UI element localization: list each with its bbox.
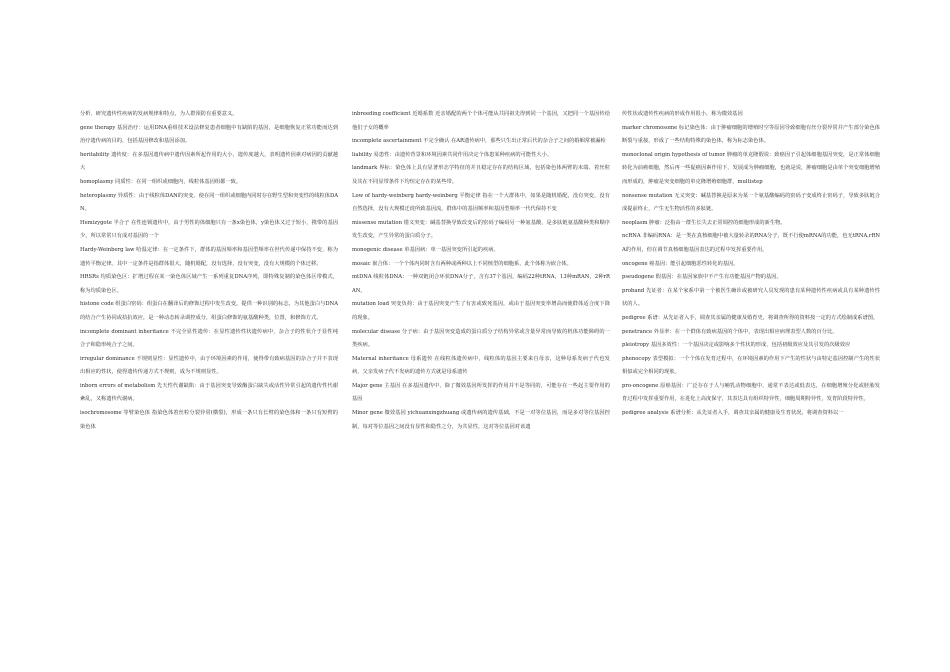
text-column-left [80, 108, 338, 434]
glossary-entry: mtDNA 线粒体DNA：一种双链闭合环状DNA分子，含有37个基因，编码22种tRNA，13种mRAN，2种rRAN。 [352, 274, 610, 294]
glossary-entry: oncogene 癌基因：能引起细胞恶性转化的基因。 [622, 260, 739, 267]
glossary-entry: phenocopy 表型模拟：一个个体在发育过程中，在环境因素的作用下产生的性状与由特定基因控制产生的性状相似或完全相同的现象。 [622, 355, 880, 376]
glossary-entry: HRSRs 均质染色区：扩增过程在某一染色体区域产生一系列重复DNA序列，即特殊复制的染色体区带模式，称为均质染色区。 [80, 274, 338, 294]
glossary-entry: incomplete ascertainment 不完全确认 在AR遗传病中，那些只生出正常后代的杂合子之间的婚姻常被漏检 [352, 138, 606, 145]
glossary-entry: pleiotropy 基因多效性：一个基因决定或影响多个性状的形成，包括初级效应及其引发的次级效应 [622, 342, 851, 349]
glossary-entry: neoplasm 肿瘤：泛指由一群生长失去正常调控的细胞形成的新生物。 [622, 219, 786, 226]
glossary-entry: Maternal inheritance 母系遗传 在线粒体遗传病中，线粒体的基因主要来自母亲，这种母系发病子代也发病，父亲发病子代不发病的遗传方式就是母系遗传 [352, 355, 610, 376]
glossary-entry: histone code 组蛋白密码：组蛋白在翻译后的修饰过程中发生改变，提供一种识别的标志，为其他蛋白与DNA的结合产生协同或拮抗效应，是一种动态转录调控成分，组蛋白修饰的氨基酸种类，位置，和修饰方式。 [80, 301, 339, 321]
glossary-entry: Hemizygote 半合子 在性连锁遗传中，由于男性的体细胞只有一条x染色体，y染色体又过于短小，携带的基因少，所以常常只有成对基因的一个 [80, 219, 338, 240]
text-column-right [622, 108, 880, 421]
glossary-entry: missense mutation 错义突变：碱基替换导致改变后的密码子编码另一种氨基酸，是多肽链氨基酸种类和顺序发生改变，产生异常的蛋白质分子。 [352, 219, 610, 240]
glossary-entry: mutation load 突变负荷：由于基因突变产生了有害或致死基因，或由于基因突变率增高而使群体适合度下降的现象。 [352, 301, 610, 321]
glossary-entry: Hardy-Weinberg law 哈温定律：在一定条件下，群体的基因频率和基因型频率在世代传递中保持不变，称为遗传平衡定律。其中一定条件是指群体很大，随机婚配，没有选择，没有突变，没有大规模的个体迁移。 [80, 246, 338, 267]
glossary-entry: heteroplasmy 异质性：由于线粒体DAN的突变，使在同一组织或细胞内同时存在野生型和突变性的线粒体DAN。 [80, 192, 338, 213]
glossary-entry: ncRNA 非编码RNA：是一类在真核细胞中被大量转录的RNA分子，既不行使mRNA的功能，也无tRNA,rRNA的作用，但在调节真核细胞基因表达的过程中发挥重要作用。 [622, 233, 880, 253]
glossary-entry: Major gene 主基因 在多基因遗传中，除了微效基因所发挥的作用并不是等同的，可能存在一些起主要作用的基因 [352, 382, 610, 403]
glossary-entry: monogenic disease 单基因病：单一基因突变所引起的疾病。 [352, 246, 499, 253]
glossary-entry: heritability 遗传度：在多基因遗传病中遗传因素所起作用的大小，遗传度越大，表明遗传因素对病因的贡献越大 [80, 151, 338, 172]
glossary-entry: nonsense mutation 无义突变：碱基替换是原来为某一个氨基酸编码的密码子变成终止密码子，导致多肽链合成提前终止，产生无生物活性的多肽链。 [622, 192, 880, 213]
glossary-entry: mosaic 嵌合体：一个个体内同时含有两种或两种以上不同核型的细胞系，此个体称为嵌合体。 [352, 260, 572, 267]
text-column-middle [352, 108, 610, 434]
glossary-entry: pseudogene 假基因：在基因家族中不产生有功能基因产物的基因。 [622, 274, 782, 281]
glossary-entry: monoclonal origin hypothesis of tumor 肿瘤的单克隆假说：致癌因子引起体细胞基因突变，是正常体细胞转化为前癌细胞，然后再一些促癌因素作用下，发展成为肿瘤细胞，也就是说，肿瘤细胞是由单个突变细胞增殖而形成的，肿瘤是突变细胞的单克隆增殖细胞群，multistep [622, 151, 880, 185]
glossary-entry: gene therapy 基因治疗：运用DNA重组技术设法修复患者细胞中有缺陷的基因，是细胞恢复正常功能而达到治疗遗传病的目的，包括基因修改和基因添加。 [80, 124, 338, 145]
glossary-entry: marker chromosome 标记染色体：由于肿瘤细胞的增殖时空等原因导致细胞有丝分裂异常并产生部分染色体断裂与重接，形成了一些结构特殊的染色体，称为标志染色体。 [622, 124, 880, 145]
glossary-entry: homoplasmy 同质性：在同一组织或细胞内，线粒体基因组都一致。 [80, 178, 242, 185]
glossary-entry: liability 易患性：由遗传背景和环境因素共同作用决定个体患某种疾病的可能性大小。 [352, 151, 553, 158]
glossary-entry: molecular disease 分子病：由于基因突变造成的蛋白质分子结构异常或含量异常而导致的机体功能障碍的一类疾病。 [352, 328, 610, 349]
glossary-entry: irregular dominance 不规则显性：显性遗传中，由于环境因素的作用，使得带有致病基因的杂合子并不表现出相应的性状，使得遗传传递方式不规则，成为不规则显性。 [80, 355, 338, 376]
glossary-entry: isochromosome 等臂染色体 指染色体着丝粒分裂异常(横裂)，形成一条只有长臂的染色体和一条只有短臂的染色体 [80, 410, 338, 430]
glossary-entry: 分析、研究遗传性疾病的发病规律和特点，为人群预防有重要意义。 [80, 111, 238, 117]
glossary-entry: Minor gene 微效基因 yichuanxingzhuang 或遗传病的遗传基础，不是一对等位基因，而是多对等位基因控制，每对等位基因之间没有显性和隐性之分，为共显性，这对等位基因对该遗 [352, 410, 610, 430]
glossary-entry: 传性状或遗传性疾病的形成作用很小，称为微效基因 [622, 111, 743, 117]
glossary-entry: proband 先证者：在某个家系中第一个被医生确诊或被研究人员发现的患有某种遗传性疾病或具有某种遗传性状的人。 [622, 287, 880, 308]
glossary-entry: inbreeding coefficient 近婚系数 近亲婚配的两个个体可能从共同祖先得到同一个基因，又把同一个基因传给他们子女的概率 [352, 111, 610, 131]
glossary-entry: Low of hardy-weinberg hardy-weinberg 平衡定律 指在一个大群体中，如果是随机婚配，没有突变，没有自然选择，没有大规模迁徙所致基因流，群体中的基因频率和基因型频率一代代保持不变 [352, 192, 610, 213]
glossary-entry: pedigree 系谱：从先证者入手，调查其亲属的健康及婚育史，将调查所得的资料按一定的方式绘制成系谱图。 [622, 314, 879, 321]
glossary-entry: penetrance 外显率：在一个群体有致病基因的个体中，表现出相应病理表型人数的百分比。 [622, 328, 838, 335]
glossary-entry: landmark 界标：染色体上具有显著形态学特征的并且稳定存在的结构区域，包括染色体两臂的末端、着丝粒及其在不同显带条件下均恒定存在的某些带。 [352, 165, 610, 185]
glossary-entry: inborn errors of metabolism 先天性代谢缺陷：由于基因突变导致酶蛋白缺失或活性异常引起的遗传性代谢紊乱，又称遗传代谢病。 [80, 382, 338, 403]
glossary-entry: pedigree analysis 系谱分析：从先证者入手，调查其亲属的健康及生育状况，将调查资料以一 [622, 410, 844, 417]
glossary-entry: incomplete dominant inheritance 不完全显性遗传：在显性遗传性状遗传病中，杂合子的性状介于显性纯合子和隐形纯合子之间。 [80, 328, 338, 349]
glossary-entry: pro-oncogene 原癌基因：广泛存在于人与哺乳动物细胞中，通常不表达或低表达，在细胞增殖分化或胚胎发育过程中发挥重要作用，在进化上高度保守，其表达具有组织特异性，细胞周期特异性，发育阶段特异性。 [622, 382, 880, 403]
